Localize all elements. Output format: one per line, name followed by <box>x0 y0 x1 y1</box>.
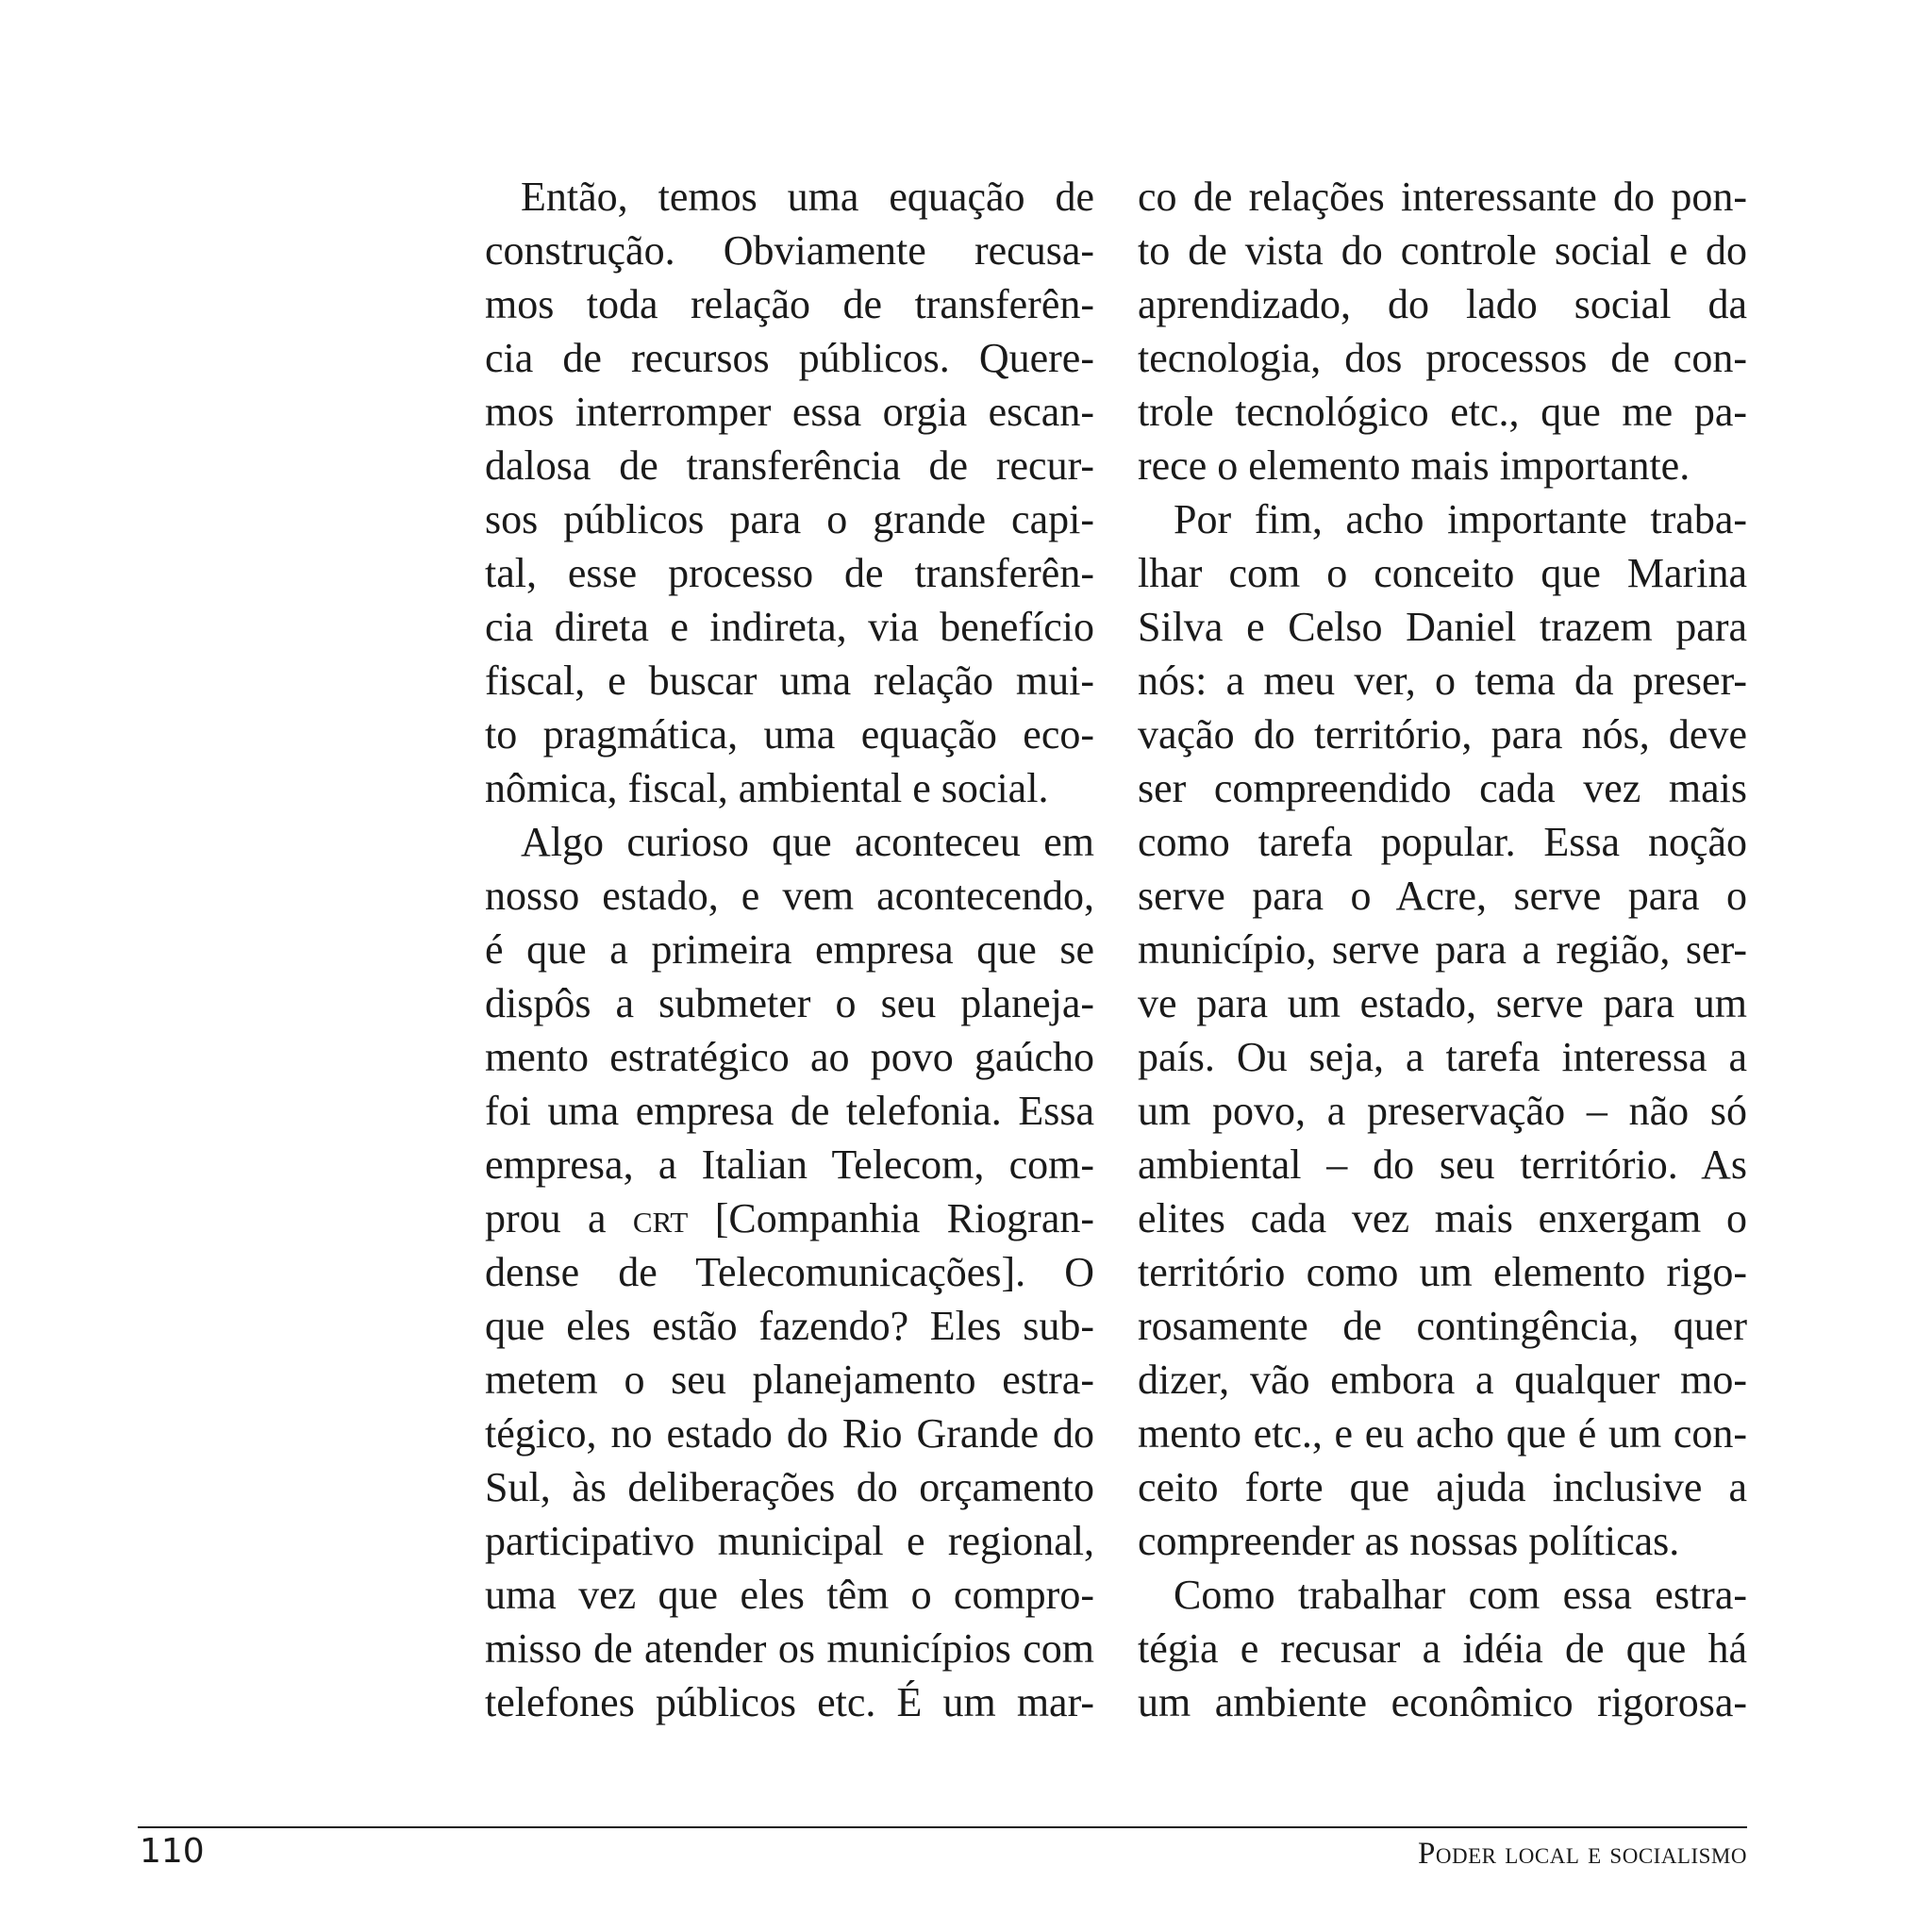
text-line: aprendizado, do lado social da <box>1138 281 1747 327</box>
left-text-column <box>485 170 1094 1729</box>
text-line: uma vez que eles têm o compro- <box>485 1572 1094 1618</box>
text-line: nosso estado, e vem acontecendo, <box>485 873 1094 919</box>
text-line: ser compreendido cada vez mais <box>1138 765 1747 811</box>
text-line: que eles estão fazendo? Eles sub- <box>485 1303 1094 1349</box>
text-line: dispôs a submeter o seu planeja- <box>485 980 1094 1026</box>
text-line: mento etc., e eu acho que é um con- <box>1138 1410 1747 1457</box>
text-line: dizer, vão embora a qualquer mo- <box>1138 1357 1747 1403</box>
text-line: participativo municipal e regional, <box>485 1518 1094 1564</box>
text-line: fiscal, e buscar uma relação mui- <box>485 658 1094 704</box>
text-line: Silva e Celso Daniel trazem para <box>1138 604 1747 650</box>
text-line: tégico, no estado do Rio Grande do <box>485 1410 1094 1457</box>
text-line: co de relações interessante do pon- <box>1138 174 1747 220</box>
text-line: vação do território, para nós, deve <box>1138 711 1747 758</box>
text-line: nós: a meu ver, o tema da preser- <box>1138 658 1747 704</box>
text-line: elites cada vez mais enxergam o <box>1138 1195 1747 1241</box>
text-line: trole tecnológico etc., que me pa- <box>1138 389 1747 435</box>
text-line: misso de atender os municípios com <box>485 1625 1094 1672</box>
text-line: território como um elemento rigo- <box>1138 1249 1747 1295</box>
text-line: mos interromper essa orgia escan- <box>485 389 1094 435</box>
text-line: dense de Telecomunicações]. O <box>485 1249 1094 1295</box>
text-line: ve para um estado, serve para um <box>1138 980 1747 1026</box>
text-line: Como trabalhar com essa estra- <box>1174 1572 1747 1618</box>
text-line: sos públicos para o grande capi- <box>485 496 1094 542</box>
text-line: telefones públicos etc. É um mar- <box>485 1679 1094 1725</box>
text-line: tégia e recusar a idéia de que há <box>1138 1625 1747 1672</box>
text-line: rece o elemento mais importante. <box>1138 442 1690 489</box>
text-line: Sul, às deliberações do orçamento <box>485 1464 1094 1510</box>
text-line: rosamente de contingência, quer <box>1138 1303 1747 1349</box>
text-line: to de vista do controle social e do <box>1138 227 1747 274</box>
text-line: empresa, a Italian Telecom, com- <box>485 1141 1094 1188</box>
text-line: prou a crt [Companhia Riogran- <box>485 1195 1094 1241</box>
text-line: município, serve para a região, ser- <box>1138 926 1747 973</box>
text-line: Algo curioso que aconteceu em <box>521 819 1094 865</box>
text-line: foi uma empresa de telefonia. Essa <box>485 1088 1094 1134</box>
footer-rule <box>138 1826 1747 1828</box>
text-line: tecnologia, dos processos de con- <box>1138 335 1747 381</box>
text-line: dalosa de transferência de recur- <box>485 442 1094 489</box>
text-line: mento estratégico ao povo gaúcho <box>485 1034 1094 1080</box>
acronym: crt <box>632 1195 689 1241</box>
text-line: tal, esse processo de transferên- <box>485 550 1094 596</box>
text-line: ambiental – do seu território. As <box>1138 1141 1747 1188</box>
text-line: mos toda relação de transferên- <box>485 281 1094 327</box>
right-text-column <box>1138 170 1747 1729</box>
text-line: cia direta e indireta, via benefício <box>485 604 1094 650</box>
text-line: metem o seu planejamento estra- <box>485 1357 1094 1403</box>
text-line: lhar com o conceito que Marina <box>1138 550 1747 596</box>
text-line: construção. Obviamente recusa- <box>485 227 1094 274</box>
text-line: ceito forte que ajuda inclusive a <box>1138 1464 1747 1510</box>
running-head: Poder local e socialismo <box>1418 1837 1747 1871</box>
text-line: cia de recursos públicos. Quere- <box>485 335 1094 381</box>
page-number: 110 <box>140 1832 205 1871</box>
text-line: serve para o Acre, serve para o <box>1138 873 1747 919</box>
text-line: Por fim, acho importante traba- <box>1174 496 1747 542</box>
text-line: nômica, fiscal, ambiental e social. <box>485 765 1049 811</box>
text-line: to pragmática, uma equação eco- <box>485 711 1094 758</box>
text-line: como tarefa popular. Essa noção <box>1138 819 1747 865</box>
text-line: é que a primeira empresa que se <box>485 926 1094 973</box>
text-line: um ambiente econômico rigorosa- <box>1138 1679 1747 1725</box>
text-line: Então, temos uma equação de <box>521 174 1094 220</box>
text-line: compreender as nossas políticas. <box>1138 1518 1680 1564</box>
text-line: um povo, a preservação – não só <box>1138 1088 1747 1134</box>
text-line: país. Ou seja, a tarefa interessa a <box>1138 1034 1747 1080</box>
